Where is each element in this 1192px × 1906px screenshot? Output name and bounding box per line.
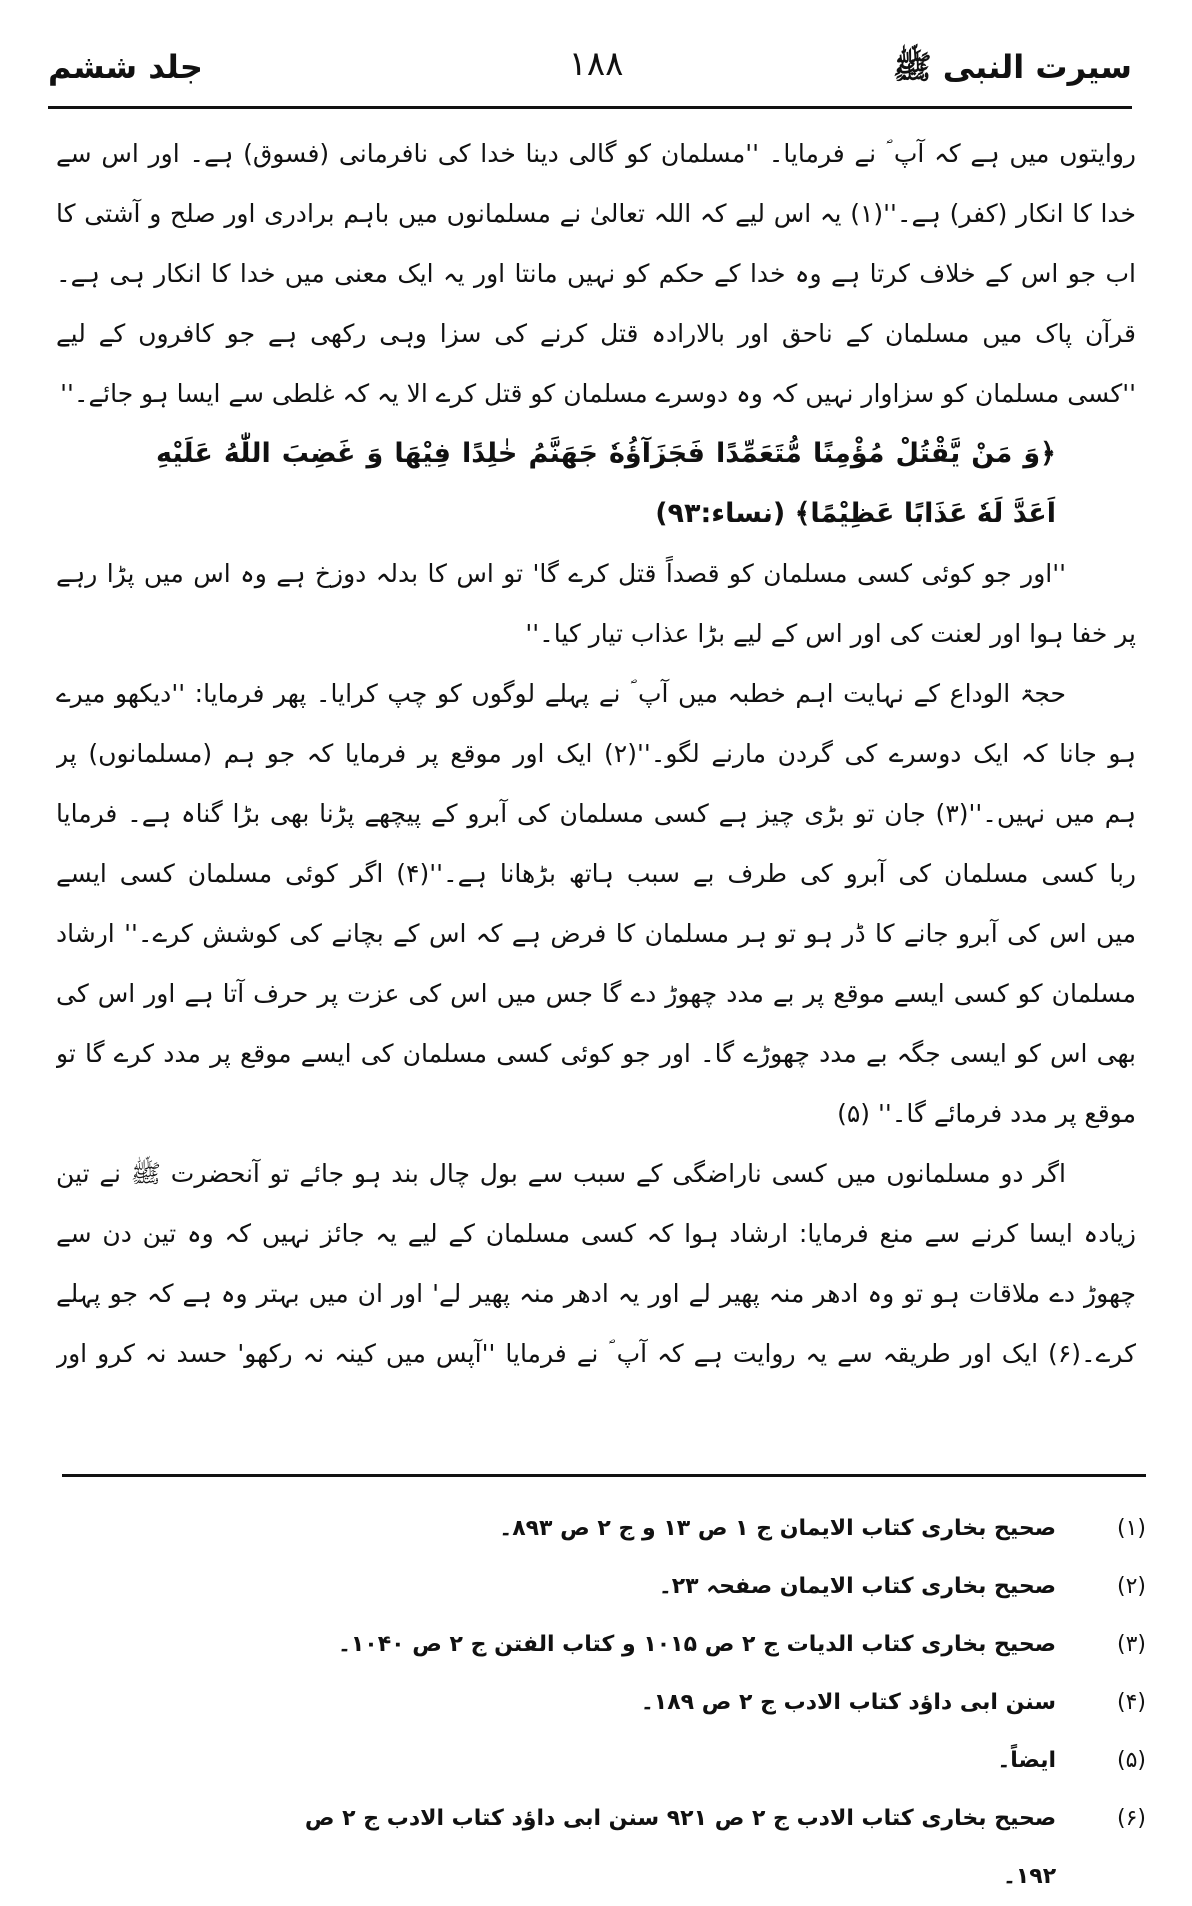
footnote	[246, 1790, 1146, 1889]
text-line: مسلمان کو کسی ایسے موقع پر بے مدد چھوڑ دے گا جس میں اس کی عزت پر حرف آتا ہے اور اس کی	[56, 979, 1136, 1008]
footnote-number: (۴)	[1116, 1690, 1146, 1715]
text-line: خدا کا انکار (کفر) ہے۔''(۱) یہ اس لیے کہ اللہ تعالیٰ نے مسلمانوں میں باہم برادری اور صلح و آشتی کا	[56, 199, 1136, 228]
text-line: اب جو اس کے خلاف کرتا ہے وہ خدا کے حکم کو نہیں مانتا اور یہ ایک معنی میں خدا کا انکار ہی ہے۔	[56, 259, 1136, 288]
footnote	[246, 1616, 1146, 1674]
footnote-text: صحیح بخاری کتاب الدیات ج ۲ ص ۱۰۱۵ و کتاب الفتن ج ۲ ص ۱۰۴۰۔	[337, 1632, 1056, 1657]
footnote-rule	[62, 1474, 1146, 1477]
footnote-number: (۳)	[1116, 1632, 1146, 1657]
footnote-text: صحیح بخاری کتاب الایمان صفحہ ۲۳۔	[658, 1574, 1056, 1599]
footnotes	[246, 1500, 1146, 1889]
quran-verse-line: ﴿وَ مَنْ یَّقْتُلْ مُؤْمِنًا مُّتَعَمِّدًا فَجَزَآؤُهٗ جَهَنَّمُ خٰلِدًا فِیْهَا وَ غَضِبَ اللّٰهُ عَلَیْهِ	[156, 438, 1056, 469]
text-line: ہم میں نہیں۔''(۳) جان تو بڑی چیز ہے کسی مسلمان کی آبرو کے پیچھے پڑنا بھی بڑا گناہ ہے۔ فرمایا	[56, 799, 1136, 828]
translation-line: پر خفا ہوا اور لعنت کی اور اس کے لیے بڑا عذاب تیار کیا۔''	[525, 619, 1136, 648]
header-rule	[48, 106, 1132, 109]
quote-line: ''کسی مسلمان کو سزاوار نہیں کہ وہ دوسرے مسلمان کو قتل کرے الا یہ کہ غلطی سے ایسا ہو جائے۔''	[60, 379, 1136, 408]
footnote-number: (۶)	[1116, 1806, 1146, 1831]
footnote-text: ایضاً۔	[997, 1748, 1056, 1773]
footnote	[246, 1558, 1146, 1616]
footnote-number: (۵)	[1116, 1748, 1146, 1773]
text-line: روایتوں میں ہے کہ آپ ؐ نے فرمایا۔ ''مسلمان کو گالی دینا خدا کی نافرمانی (فسوق) ہے۔ اور اس سے	[56, 139, 1136, 168]
page-number: ۱۸۸	[568, 44, 624, 84]
footnote	[246, 1500, 1146, 1558]
volume-label: جلد ششم	[48, 48, 203, 86]
footnote-number: (۲)	[1116, 1574, 1146, 1599]
text-line: ربا کسی مسلمان کی آبرو کی طرف بے سبب ہاتھ بڑھانا ہے۔''(۴) اگر کوئی مسلمان کسی ایسے	[56, 859, 1136, 888]
footnote-text: صحیح بخاری کتاب الایمان ج ۱ ص ۱۳ و ج ۲ ص ۸۹۳۔	[499, 1516, 1056, 1541]
footnote-number: (۱)	[1116, 1516, 1146, 1541]
footnote-text: صحیح بخاری کتاب الادب ج ۲ ص ۹۲۱ سنن ابی داؤد کتاب الادب ج ۲ ص ۱۹۲۔	[304, 1806, 1057, 1889]
footnote-text: سنن ابی داؤد کتاب الادب ج ۲ ص ۱۸۹۔	[640, 1690, 1056, 1715]
text-line: زیادہ ایسا کرنے سے منع فرمایا: ارشاد ہوا کہ کسی مسلمان کے لیے یہ جائز نہیں کہ وہ تین دن سے	[56, 1219, 1136, 1248]
text-line: حجۃ الوداع کے نہایت اہم خطبہ میں آپ ؐ نے پہلے لوگوں کو چپ کرایا۔ پھر فرمایا: ''دیکھو میرے	[56, 679, 1066, 708]
text-line: ہو جانا کہ ایک دوسرے کی گردن مارنے لگو۔''(۲) ایک اور موقع پر فرمایا کہ جو ہم (مسلمانوں) پر	[56, 739, 1136, 768]
text-line: بھی اس کو ایسی جگہ بے مدد چھوڑے گا۔ اور جو کوئی کسی مسلمان کی ایسے موقع پر مدد کرے گا تو	[56, 1039, 1136, 1068]
main-text	[56, 124, 1136, 1384]
text-line: میں اس کی آبرو جانے کا ڈر ہو تو ہر مسلمان کا فرض ہے کہ اس کے بچانے کی کوشش کرے۔'' ارشاد	[56, 919, 1136, 948]
footnote	[246, 1674, 1146, 1732]
text-line: قرآن پاک میں مسلمان کے ناحق اور بالارادہ قتل کرنے کی سزا وہی رکھی ہے جو کافروں کے لیے	[56, 319, 1136, 348]
text-line: اگر دو مسلمانوں میں کسی ناراضگی کے سبب سے بول چال بند ہو جائے تو آنحضرت ﷺ نے تین	[56, 1159, 1066, 1188]
translation-line: ''اور جو کوئی کسی مسلمان کو قصداً قتل کرے گا' تو اس کا بدلہ دوزخ ہے وہ اس میں پڑا رہے	[56, 559, 1066, 588]
book-title: سیرت النبی ﷺ	[892, 48, 1132, 86]
text-line: موقع پر مدد فرمائے گا۔'' (۵)	[837, 1099, 1136, 1128]
quran-verse-line: اَعَدَّ لَهٗ عَذَابًا عَظِیْمًا﴾ (نساء:۹۳)	[655, 498, 1056, 529]
text-line: چھوڑ دے ملاقات ہو تو وہ ادھر منہ پھیر لے اور یہ ادھر منہ پھیر لے' اور ان میں بہتر وہ ہے کہ جو پہلے	[56, 1279, 1136, 1308]
footnote	[246, 1732, 1146, 1790]
text-line: کرے۔(۶) ایک اور طریقہ سے یہ روایت ہے کہ آپ ؐ نے فرمایا ''آپس میں کینہ نہ رکھو' حسد نہ کرو اور	[56, 1339, 1136, 1368]
